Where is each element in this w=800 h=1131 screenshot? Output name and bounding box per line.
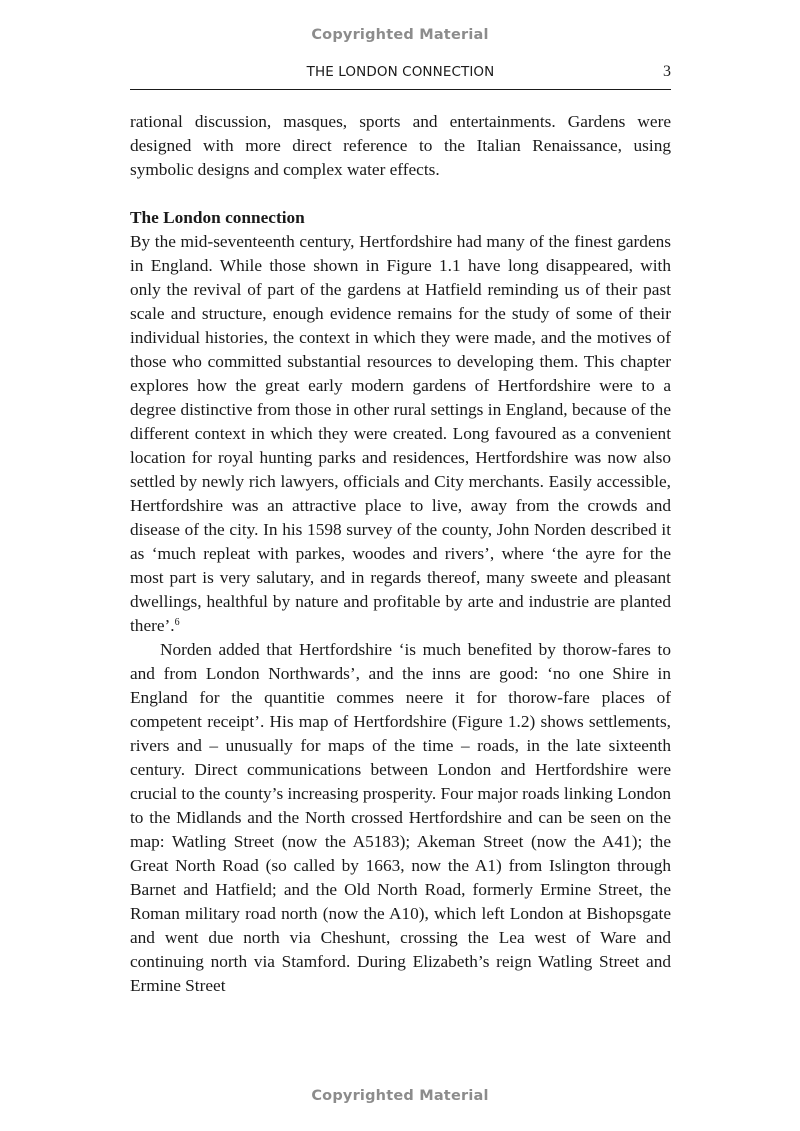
page-number: 3	[663, 63, 671, 80]
running-title: THE LONDON CONNECTION	[306, 64, 495, 80]
paragraph-1	[130, 230, 671, 638]
page-body	[130, 110, 671, 998]
copyright-watermark-top: Copyrighted Material	[311, 27, 489, 43]
paragraph-continued: rational discussion, masques, sports and entertainments. Gardens were designed with more direct reference to the Italian Renaissance, using symbolic designs and complex water effects.	[130, 112, 671, 179]
footnote-reference[interactable]: 6	[174, 617, 180, 628]
paragraph-1-text: By the mid-seventeenth century, Hertfordshire had many of the finest gardens in England. While those shown in Figure 1.1 have long disappeared, with only the revival of part of the gardens at Hatfield reminding us of their past scale and structure, enough evidence remains for the study of some of their individual histories, the context in which they were made, and the motives of those who committed substantial resources to developing them. This chapter explores how the great early modern gardens of Hertfordshire were to a degree distinctive from those in other rural settings in England, because of the different context in which they were created. Long favoured as a convenient location for royal hunting parks and residences, Hertfordshire was now also settled by newly rich lawyers, officials and City merchants. Easily accessible, Hertfordshire was an attractive place to live, away from the crowds and disease of the city. In his 1598 survey of the county, John Norden described it as ‘much repleat with parkes, woodes and rivers’, where ‘the ayre for the most part is very salutary, and in regards thereof, many sweete and pleasant dwellings, healthful by nature and profitable by arte and industrie are planted there’.	[130, 232, 671, 635]
running-header	[130, 63, 671, 90]
paragraph-2: Norden added that Hertfordshire ‘is much benefited by thorow-fares to and from London Northwards’, and the inns are good: ‘no one Shire in England for the quantitie commes neere it for thorow-fare places of competent receipt’. His map of Hertfordshire (Figure 1.2) shows settlements, rivers and – unusually for maps of the time – roads, in the late sixteenth century. Direct communications between London and Hertfordshire were crucial to the county’s increasing prosperity. Four major roads linking London to the Midlands and the North crossed Hertfordshire and can be seen on the map: Watling Street (now the A5183); Akeman Street (now the A41); the Great North Road (so called by 1663, now the A1) from Islington through Barnet and Hatfield; and the Old North Road, formerly Ermine Street, the Roman military road north (now the A10), which left London at Bishopsgate and went due north via Cheshunt, crossing the Lea west of Ware and continuing north via Stamford. During Elizabeth’s reign Watling Street and Ermine Street	[130, 640, 671, 995]
section-heading: The London connection	[130, 208, 305, 227]
copyright-watermark-bottom: Copyrighted Material	[311, 1088, 489, 1104]
